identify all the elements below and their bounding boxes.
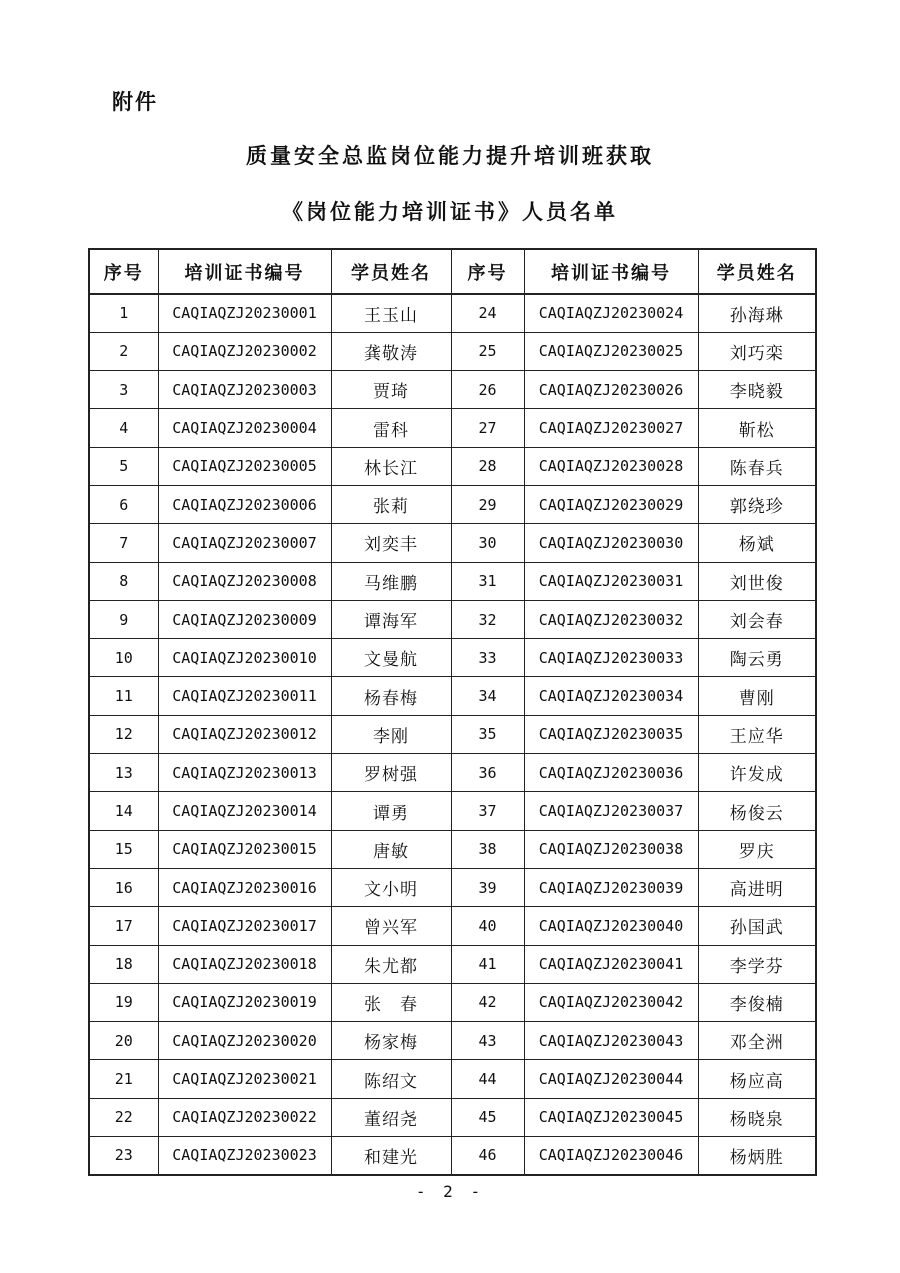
name-cell: 雷科 bbox=[331, 409, 451, 447]
name-cell: 李俊楠 bbox=[698, 983, 816, 1021]
certificate-cell: CAQIAQZJ20230026 bbox=[524, 371, 698, 409]
certificate-cell: CAQIAQZJ20230001 bbox=[158, 294, 331, 332]
certificate-cell: CAQIAQZJ20230032 bbox=[524, 600, 698, 638]
table-row bbox=[89, 1098, 816, 1136]
certificate-cell: CAQIAQZJ20230023 bbox=[158, 1137, 331, 1175]
serial-cell: 13 bbox=[89, 754, 158, 792]
name-cell: 孙国武 bbox=[698, 907, 816, 945]
table-row bbox=[89, 792, 816, 830]
certificate-cell: CAQIAQZJ20230007 bbox=[158, 524, 331, 562]
name-cell: 文曼航 bbox=[331, 639, 451, 677]
table-body bbox=[89, 294, 816, 1175]
serial-cell: 12 bbox=[89, 715, 158, 753]
serial-cell: 46 bbox=[451, 1137, 524, 1175]
serial-cell: 18 bbox=[89, 945, 158, 983]
table-row bbox=[89, 830, 816, 868]
serial-cell: 26 bbox=[451, 371, 524, 409]
name-cell: 朱尤都 bbox=[331, 945, 451, 983]
certificate-cell: CAQIAQZJ20230028 bbox=[524, 447, 698, 485]
certificate-cell: CAQIAQZJ20230043 bbox=[524, 1022, 698, 1060]
name-cell: 陈春兵 bbox=[698, 447, 816, 485]
serial-cell: 24 bbox=[451, 294, 524, 332]
name-cell: 杨家梅 bbox=[331, 1022, 451, 1060]
name-cell: 许发成 bbox=[698, 754, 816, 792]
certificate-cell: CAQIAQZJ20230002 bbox=[158, 332, 331, 370]
name-cell: 杨斌 bbox=[698, 524, 816, 562]
serial-cell: 34 bbox=[451, 677, 524, 715]
name-cell: 杨晓泉 bbox=[698, 1098, 816, 1136]
serial-cell: 6 bbox=[89, 485, 158, 523]
header-serial-right: 序号 bbox=[451, 249, 524, 294]
name-cell: 刘巧栾 bbox=[698, 332, 816, 370]
name-cell: 刘会春 bbox=[698, 600, 816, 638]
serial-cell: 45 bbox=[451, 1098, 524, 1136]
certificate-cell: CAQIAQZJ20230009 bbox=[158, 600, 331, 638]
name-cell: 和建光 bbox=[331, 1137, 451, 1175]
serial-cell: 31 bbox=[451, 562, 524, 600]
serial-cell: 40 bbox=[451, 907, 524, 945]
table-row bbox=[89, 1022, 816, 1060]
name-cell: 郭绕珍 bbox=[698, 485, 816, 523]
header-name-right: 学员姓名 bbox=[698, 249, 816, 294]
certificate-roster-table bbox=[88, 248, 817, 1176]
name-cell: 李晓毅 bbox=[698, 371, 816, 409]
table-row bbox=[89, 371, 816, 409]
serial-cell: 27 bbox=[451, 409, 524, 447]
certificate-cell: CAQIAQZJ20230027 bbox=[524, 409, 698, 447]
serial-cell: 14 bbox=[89, 792, 158, 830]
name-cell: 文小明 bbox=[331, 868, 451, 906]
table-row bbox=[89, 639, 816, 677]
name-cell: 李学芬 bbox=[698, 945, 816, 983]
certificate-cell: CAQIAQZJ20230039 bbox=[524, 868, 698, 906]
serial-cell: 11 bbox=[89, 677, 158, 715]
table-row bbox=[89, 409, 816, 447]
name-cell: 董绍尧 bbox=[331, 1098, 451, 1136]
table-row bbox=[89, 332, 816, 370]
certificate-cell: CAQIAQZJ20230013 bbox=[158, 754, 331, 792]
name-cell: 林长江 bbox=[331, 447, 451, 485]
table-header bbox=[89, 249, 816, 294]
table-row bbox=[89, 562, 816, 600]
serial-cell: 17 bbox=[89, 907, 158, 945]
name-cell: 曹刚 bbox=[698, 677, 816, 715]
name-cell: 杨应高 bbox=[698, 1060, 816, 1098]
certificate-cell: CAQIAQZJ20230004 bbox=[158, 409, 331, 447]
certificate-cell: CAQIAQZJ20230005 bbox=[158, 447, 331, 485]
name-cell: 王应华 bbox=[698, 715, 816, 753]
serial-cell: 38 bbox=[451, 830, 524, 868]
certificate-cell: CAQIAQZJ20230045 bbox=[524, 1098, 698, 1136]
table-row bbox=[89, 907, 816, 945]
certificate-cell: CAQIAQZJ20230021 bbox=[158, 1060, 331, 1098]
certificate-cell: CAQIAQZJ20230046 bbox=[524, 1137, 698, 1175]
table-header-row bbox=[89, 249, 816, 294]
document-title-line-2: 《岗位能力培训证书》人员名单 bbox=[282, 200, 618, 224]
name-cell: 谭勇 bbox=[331, 792, 451, 830]
certificate-cell: CAQIAQZJ20230011 bbox=[158, 677, 331, 715]
serial-cell: 39 bbox=[451, 868, 524, 906]
serial-cell: 36 bbox=[451, 754, 524, 792]
certificate-cell: CAQIAQZJ20230025 bbox=[524, 332, 698, 370]
certificate-cell: CAQIAQZJ20230006 bbox=[158, 485, 331, 523]
page-number: - 2 - bbox=[415, 1182, 485, 1201]
certificate-cell: CAQIAQZJ20230008 bbox=[158, 562, 331, 600]
certificate-cell: CAQIAQZJ20230030 bbox=[524, 524, 698, 562]
document-title-line-1: 质量安全总监岗位能力提升培训班获取 bbox=[246, 144, 654, 168]
serial-cell: 21 bbox=[89, 1060, 158, 1098]
serial-cell: 35 bbox=[451, 715, 524, 753]
serial-cell: 44 bbox=[451, 1060, 524, 1098]
name-cell: 陈绍文 bbox=[331, 1060, 451, 1098]
table-row bbox=[89, 294, 816, 332]
serial-cell: 10 bbox=[89, 639, 158, 677]
certificate-cell: CAQIAQZJ20230037 bbox=[524, 792, 698, 830]
name-cell: 谭海军 bbox=[331, 600, 451, 638]
serial-cell: 33 bbox=[451, 639, 524, 677]
certificate-cell: CAQIAQZJ20230034 bbox=[524, 677, 698, 715]
name-cell: 刘奕丰 bbox=[331, 524, 451, 562]
certificate-cell: CAQIAQZJ20230031 bbox=[524, 562, 698, 600]
name-cell: 罗庆 bbox=[698, 830, 816, 868]
attachment-label: 附件 bbox=[112, 90, 158, 114]
table-row bbox=[89, 600, 816, 638]
serial-cell: 42 bbox=[451, 983, 524, 1021]
certificate-cell: CAQIAQZJ20230035 bbox=[524, 715, 698, 753]
certificate-cell: CAQIAQZJ20230041 bbox=[524, 945, 698, 983]
serial-cell: 3 bbox=[89, 371, 158, 409]
name-cell: 靳松 bbox=[698, 409, 816, 447]
table-row bbox=[89, 1137, 816, 1175]
certificate-cell: CAQIAQZJ20230029 bbox=[524, 485, 698, 523]
certificate-cell: CAQIAQZJ20230003 bbox=[158, 371, 331, 409]
name-cell: 曾兴军 bbox=[331, 907, 451, 945]
certificate-cell: CAQIAQZJ20230044 bbox=[524, 1060, 698, 1098]
certificate-cell: CAQIAQZJ20230012 bbox=[158, 715, 331, 753]
serial-cell: 2 bbox=[89, 332, 158, 370]
name-cell: 李刚 bbox=[331, 715, 451, 753]
serial-cell: 1 bbox=[89, 294, 158, 332]
serial-cell: 23 bbox=[89, 1137, 158, 1175]
serial-cell: 5 bbox=[89, 447, 158, 485]
certificate-cell: CAQIAQZJ20230020 bbox=[158, 1022, 331, 1060]
name-cell: 邓全洲 bbox=[698, 1022, 816, 1060]
serial-cell: 32 bbox=[451, 600, 524, 638]
certificate-cell: CAQIAQZJ20230015 bbox=[158, 830, 331, 868]
header-certificate-right: 培训证书编号 bbox=[524, 249, 698, 294]
certificate-cell: CAQIAQZJ20230014 bbox=[158, 792, 331, 830]
header-name-left: 学员姓名 bbox=[331, 249, 451, 294]
name-cell: 高进明 bbox=[698, 868, 816, 906]
name-cell: 马维鹏 bbox=[331, 562, 451, 600]
serial-cell: 19 bbox=[89, 983, 158, 1021]
certificate-cell: CAQIAQZJ20230038 bbox=[524, 830, 698, 868]
serial-cell: 15 bbox=[89, 830, 158, 868]
table-row bbox=[89, 524, 816, 562]
table-row bbox=[89, 447, 816, 485]
serial-cell: 4 bbox=[89, 409, 158, 447]
serial-cell: 20 bbox=[89, 1022, 158, 1060]
certificate-cell: CAQIAQZJ20230022 bbox=[158, 1098, 331, 1136]
table-row bbox=[89, 715, 816, 753]
serial-cell: 8 bbox=[89, 562, 158, 600]
name-cell: 张 春 bbox=[331, 983, 451, 1021]
name-cell: 杨春梅 bbox=[331, 677, 451, 715]
serial-cell: 43 bbox=[451, 1022, 524, 1060]
table-row bbox=[89, 868, 816, 906]
serial-cell: 28 bbox=[451, 447, 524, 485]
serial-cell: 41 bbox=[451, 945, 524, 983]
certificate-cell: CAQIAQZJ20230042 bbox=[524, 983, 698, 1021]
name-cell: 唐敏 bbox=[331, 830, 451, 868]
serial-cell: 25 bbox=[451, 332, 524, 370]
name-cell: 陶云勇 bbox=[698, 639, 816, 677]
serial-cell: 30 bbox=[451, 524, 524, 562]
serial-cell: 16 bbox=[89, 868, 158, 906]
certificate-cell: CAQIAQZJ20230017 bbox=[158, 907, 331, 945]
header-serial-left: 序号 bbox=[89, 249, 158, 294]
header-certificate-left: 培训证书编号 bbox=[158, 249, 331, 294]
table-row bbox=[89, 677, 816, 715]
name-cell: 罗树强 bbox=[331, 754, 451, 792]
serial-cell: 29 bbox=[451, 485, 524, 523]
name-cell: 刘世俊 bbox=[698, 562, 816, 600]
certificate-cell: CAQIAQZJ20230016 bbox=[158, 868, 331, 906]
name-cell: 贾琦 bbox=[331, 371, 451, 409]
name-cell: 王玉山 bbox=[331, 294, 451, 332]
certificate-cell: CAQIAQZJ20230036 bbox=[524, 754, 698, 792]
certificate-cell: CAQIAQZJ20230019 bbox=[158, 983, 331, 1021]
name-cell: 张莉 bbox=[331, 485, 451, 523]
table-row bbox=[89, 485, 816, 523]
certificate-cell: CAQIAQZJ20230040 bbox=[524, 907, 698, 945]
table-row bbox=[89, 1060, 816, 1098]
table-row bbox=[89, 754, 816, 792]
table-row bbox=[89, 945, 816, 983]
name-cell: 孙海琳 bbox=[698, 294, 816, 332]
name-cell: 杨俊云 bbox=[698, 792, 816, 830]
certificate-cell: CAQIAQZJ20230018 bbox=[158, 945, 331, 983]
certificate-cell: CAQIAQZJ20230010 bbox=[158, 639, 331, 677]
serial-cell: 22 bbox=[89, 1098, 158, 1136]
serial-cell: 37 bbox=[451, 792, 524, 830]
certificate-cell: CAQIAQZJ20230033 bbox=[524, 639, 698, 677]
name-cell: 杨炳胜 bbox=[698, 1137, 816, 1175]
serial-cell: 9 bbox=[89, 600, 158, 638]
serial-cell: 7 bbox=[89, 524, 158, 562]
table-row bbox=[89, 983, 816, 1021]
certificate-cell: CAQIAQZJ20230024 bbox=[524, 294, 698, 332]
name-cell: 龚敬涛 bbox=[331, 332, 451, 370]
